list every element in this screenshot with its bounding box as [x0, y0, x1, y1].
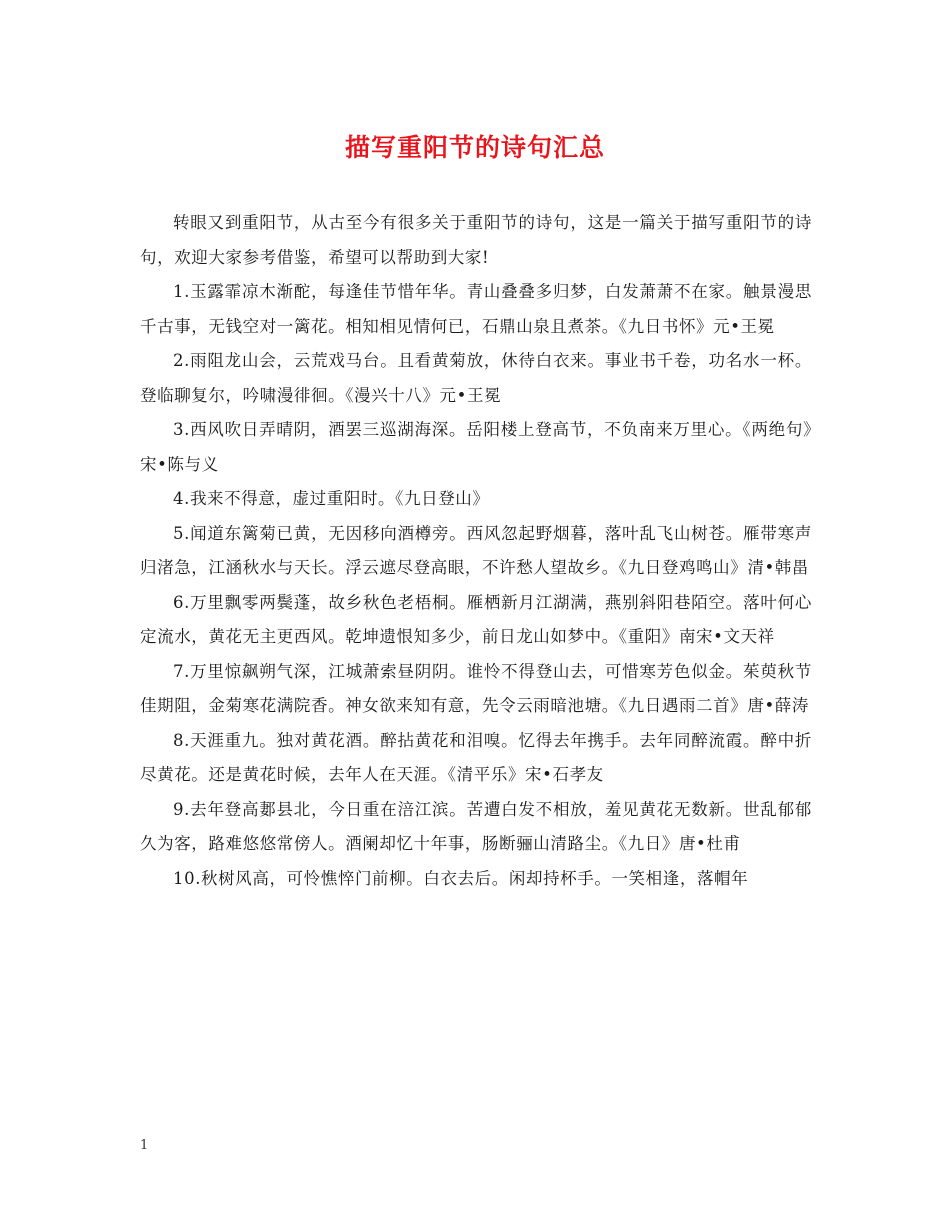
- poem-paragraph-8: 8.天涯重九。独对黄花酒。醉拈黄花和泪嗅。忆得去年携手。去年同醉流霞。醉中折尽黄花。还是黄花时候，去年人在天涯。《清平乐》宋•石孝友: [140, 730, 812, 784]
- poem-paragraph-9: 9.去年登高郪县北，今日重在涪江滨。苦遭白发不相放，羞见黄花无数新。世乱郁郁久为客，路难悠悠常傍人。酒阑却忆十年事，肠断骊山清路尘。《九日》唐•杜甫: [140, 799, 812, 853]
- poem-paragraph-3: 3.西风吹日弄晴阴，酒罢三巡湖海深。岳阳楼上登高节，不负南来万里心。《两绝句》宋•陈与义: [140, 420, 812, 474]
- poem-paragraph-1: 1.玉露霏凉木渐酡，每逢佳节惜年华。青山叠叠多归梦，白发萧萧不在家。触景漫思千古事，无钱空对一篱花。相知相见情何已，石鼎山泉且煮茶。《九日书怀》元•王冕: [140, 282, 812, 336]
- poem-paragraph-4: 4.我来不得意，虚过重阳时。《九日登山》: [173, 489, 490, 508]
- poem-paragraph-2: 2.雨阻龙山会，云荒戏马台。且看黄菊放，休待白衣来。事业书千卷，功名水一杯。登临聊复尔，吟啸漫徘徊。《漫兴十八》元•王冕: [140, 351, 812, 405]
- poem-paragraph-5: 5.闻道东篱菊已黄，无因移向酒樽旁。西风忽起野烟暮，落叶乱飞山树苍。雁带寒声归渚急，江涵秋水与天长。浮云遮尽登高眼，不许愁人望故乡。《九日登鸡鸣山》清•韩畕: [140, 523, 812, 577]
- poem-paragraph-6: 6.万里飘零两鬓蓬，故乡秋色老梧桐。雁栖新月江湖满，燕别斜阳巷陌空。落叶何心定流水，黄花无主更西风。乾坤遗恨知多少，前日龙山如梦中。《重阳》南宋•文天祥: [140, 592, 812, 646]
- poem-paragraph-10: 10.秋树风高，可怜憔悴门前柳。白衣去后。闲却持杯手。一笑相逢，落帽年: [173, 868, 749, 888]
- document-body: [140, 206, 812, 896]
- intro-paragraph: 转眼又到重阳节，从古至今有很多关于重阳节的诗句，这是一篇关于描写重阳节的诗句，欢迎大家参考借鉴，希望可以帮助到大家!: [140, 213, 812, 267]
- page-number: 1: [140, 1138, 149, 1153]
- document-title: 描写重阳节的诗句汇总: [344, 133, 605, 162]
- poem-paragraph-7: 7.万里惊飙朔气深，江城萧索昼阴阴。谁怜不得登山去，可惜寒芳色似金。茱萸秋节佳期阻，金菊寒花满院香。神女欲来知有意，先令云雨暗池塘。《九日遇雨二首》唐•薛涛: [140, 661, 812, 715]
